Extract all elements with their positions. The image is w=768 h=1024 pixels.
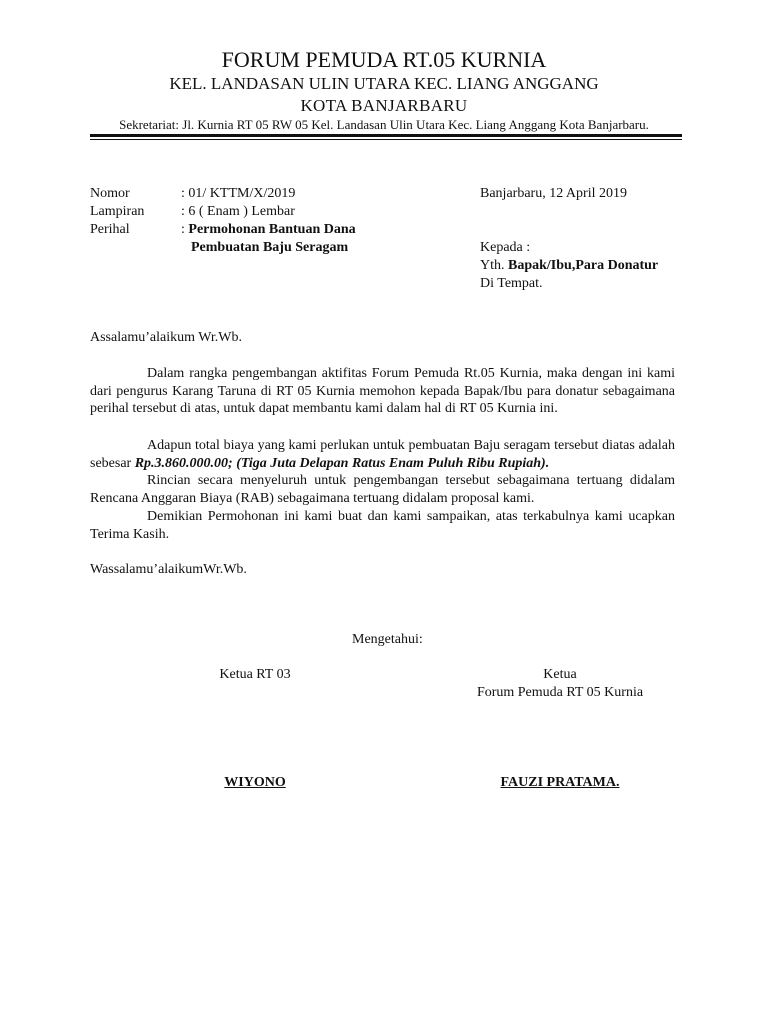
paragraph-1 (90, 365, 675, 418)
right-signer-org: Forum Pemuda RT 05 Kurnia (476, 685, 644, 700)
paragraph-4 (90, 508, 675, 543)
city-line: KOTA BANJARBARU (300, 96, 468, 115)
perihal-value-line-1: Permohonan Bantuan Dana (188, 222, 356, 237)
greeting: Assalamu’alaikum Wr.Wb. (90, 330, 242, 345)
secretariat-address: Sekretariat: Jl. Kurnia RT 05 RW 05 Kel. Landasan Ulin Utara Kec. Liang Anggang Kota Banjarbaru. (119, 117, 649, 132)
nomor-label: Nomor (90, 186, 130, 201)
total-amount: Rp.3.860.000.00; (Tiga Juta Delapan Ratus Enam Puluh Ribu Rupiah). (134, 455, 550, 471)
right-signer-title: Ketua (543, 667, 577, 682)
perihal-value (181, 222, 356, 238)
perihal-value-line-2: Pembuatan Baju Seragam (191, 240, 349, 255)
perihal-label: Perihal (90, 222, 130, 237)
left-signer-title: Ketua RT 03 (219, 667, 291, 682)
yth-prefix: Yth. (480, 258, 508, 273)
kepada-label: Kepada : (480, 240, 531, 255)
paragraph-4-text: Demikian Permohonan ini kami buat dan kami sampaikan, atas terkabulnya kami ucapkan Terima Kasih. (90, 509, 675, 542)
nomor-value: : 01/ KTTM/X/2019 (181, 186, 296, 201)
di-tempat: Di Tempat. (480, 276, 543, 291)
paragraph-2 (90, 437, 675, 472)
recipient (480, 258, 658, 274)
paragraph-3-text: Rincian secara menyeluruh untuk pengembangan tersebut sebagaimana tertuang didalam Rencana Anggaran Biaya (RAB) sebagaimana tertuang didalam proposal kami. (90, 473, 675, 506)
left-signer-name: WIYONO (224, 775, 286, 790)
paragraph-1-text: Dalam rangka pengembangan aktifitas Forum Pemuda Rt.05 Kurnia, maka dengan ini kami dari pengurus Karang Taruna di RT 05 Kurnia memohon kepada Bapak/Ibu para donatur sebagaimana perihal tersebut di atas, untuk dapat membantu kami dalam hal di RT 05 Kurnia ini. (90, 366, 675, 416)
perihal-colon: : (181, 222, 189, 237)
kelurahan-line: KEL. LANDASAN ULIN UTARA KEC. LIANG ANGGANG (169, 74, 599, 93)
letterhead-divider-thin (90, 139, 682, 140)
paragraph-2-text: Adapun total biaya yang kami perlukan untuk pembuatan Baju seragam tersebut diatas adalah sebesar (90, 438, 675, 471)
paragraph-3 (90, 472, 675, 507)
recipient-name: Bapak/Ibu,Para Donatur (508, 258, 659, 273)
closing: Wassalamu’alaikumWr.Wb. (90, 562, 247, 577)
letterhead-divider-thick (90, 134, 682, 137)
right-signer-name: FAUZI PRATAMA. (500, 775, 620, 790)
organization-name: FORUM PEMUDA RT.05 KURNIA (221, 47, 547, 72)
place-date: Banjarbaru, 12 April 2019 (480, 186, 627, 201)
lampiran-value: : 6 ( Enam ) Lembar (181, 204, 295, 219)
mengetahui-label: Mengetahui: (352, 632, 423, 647)
lampiran-label: Lampiran (90, 204, 145, 219)
